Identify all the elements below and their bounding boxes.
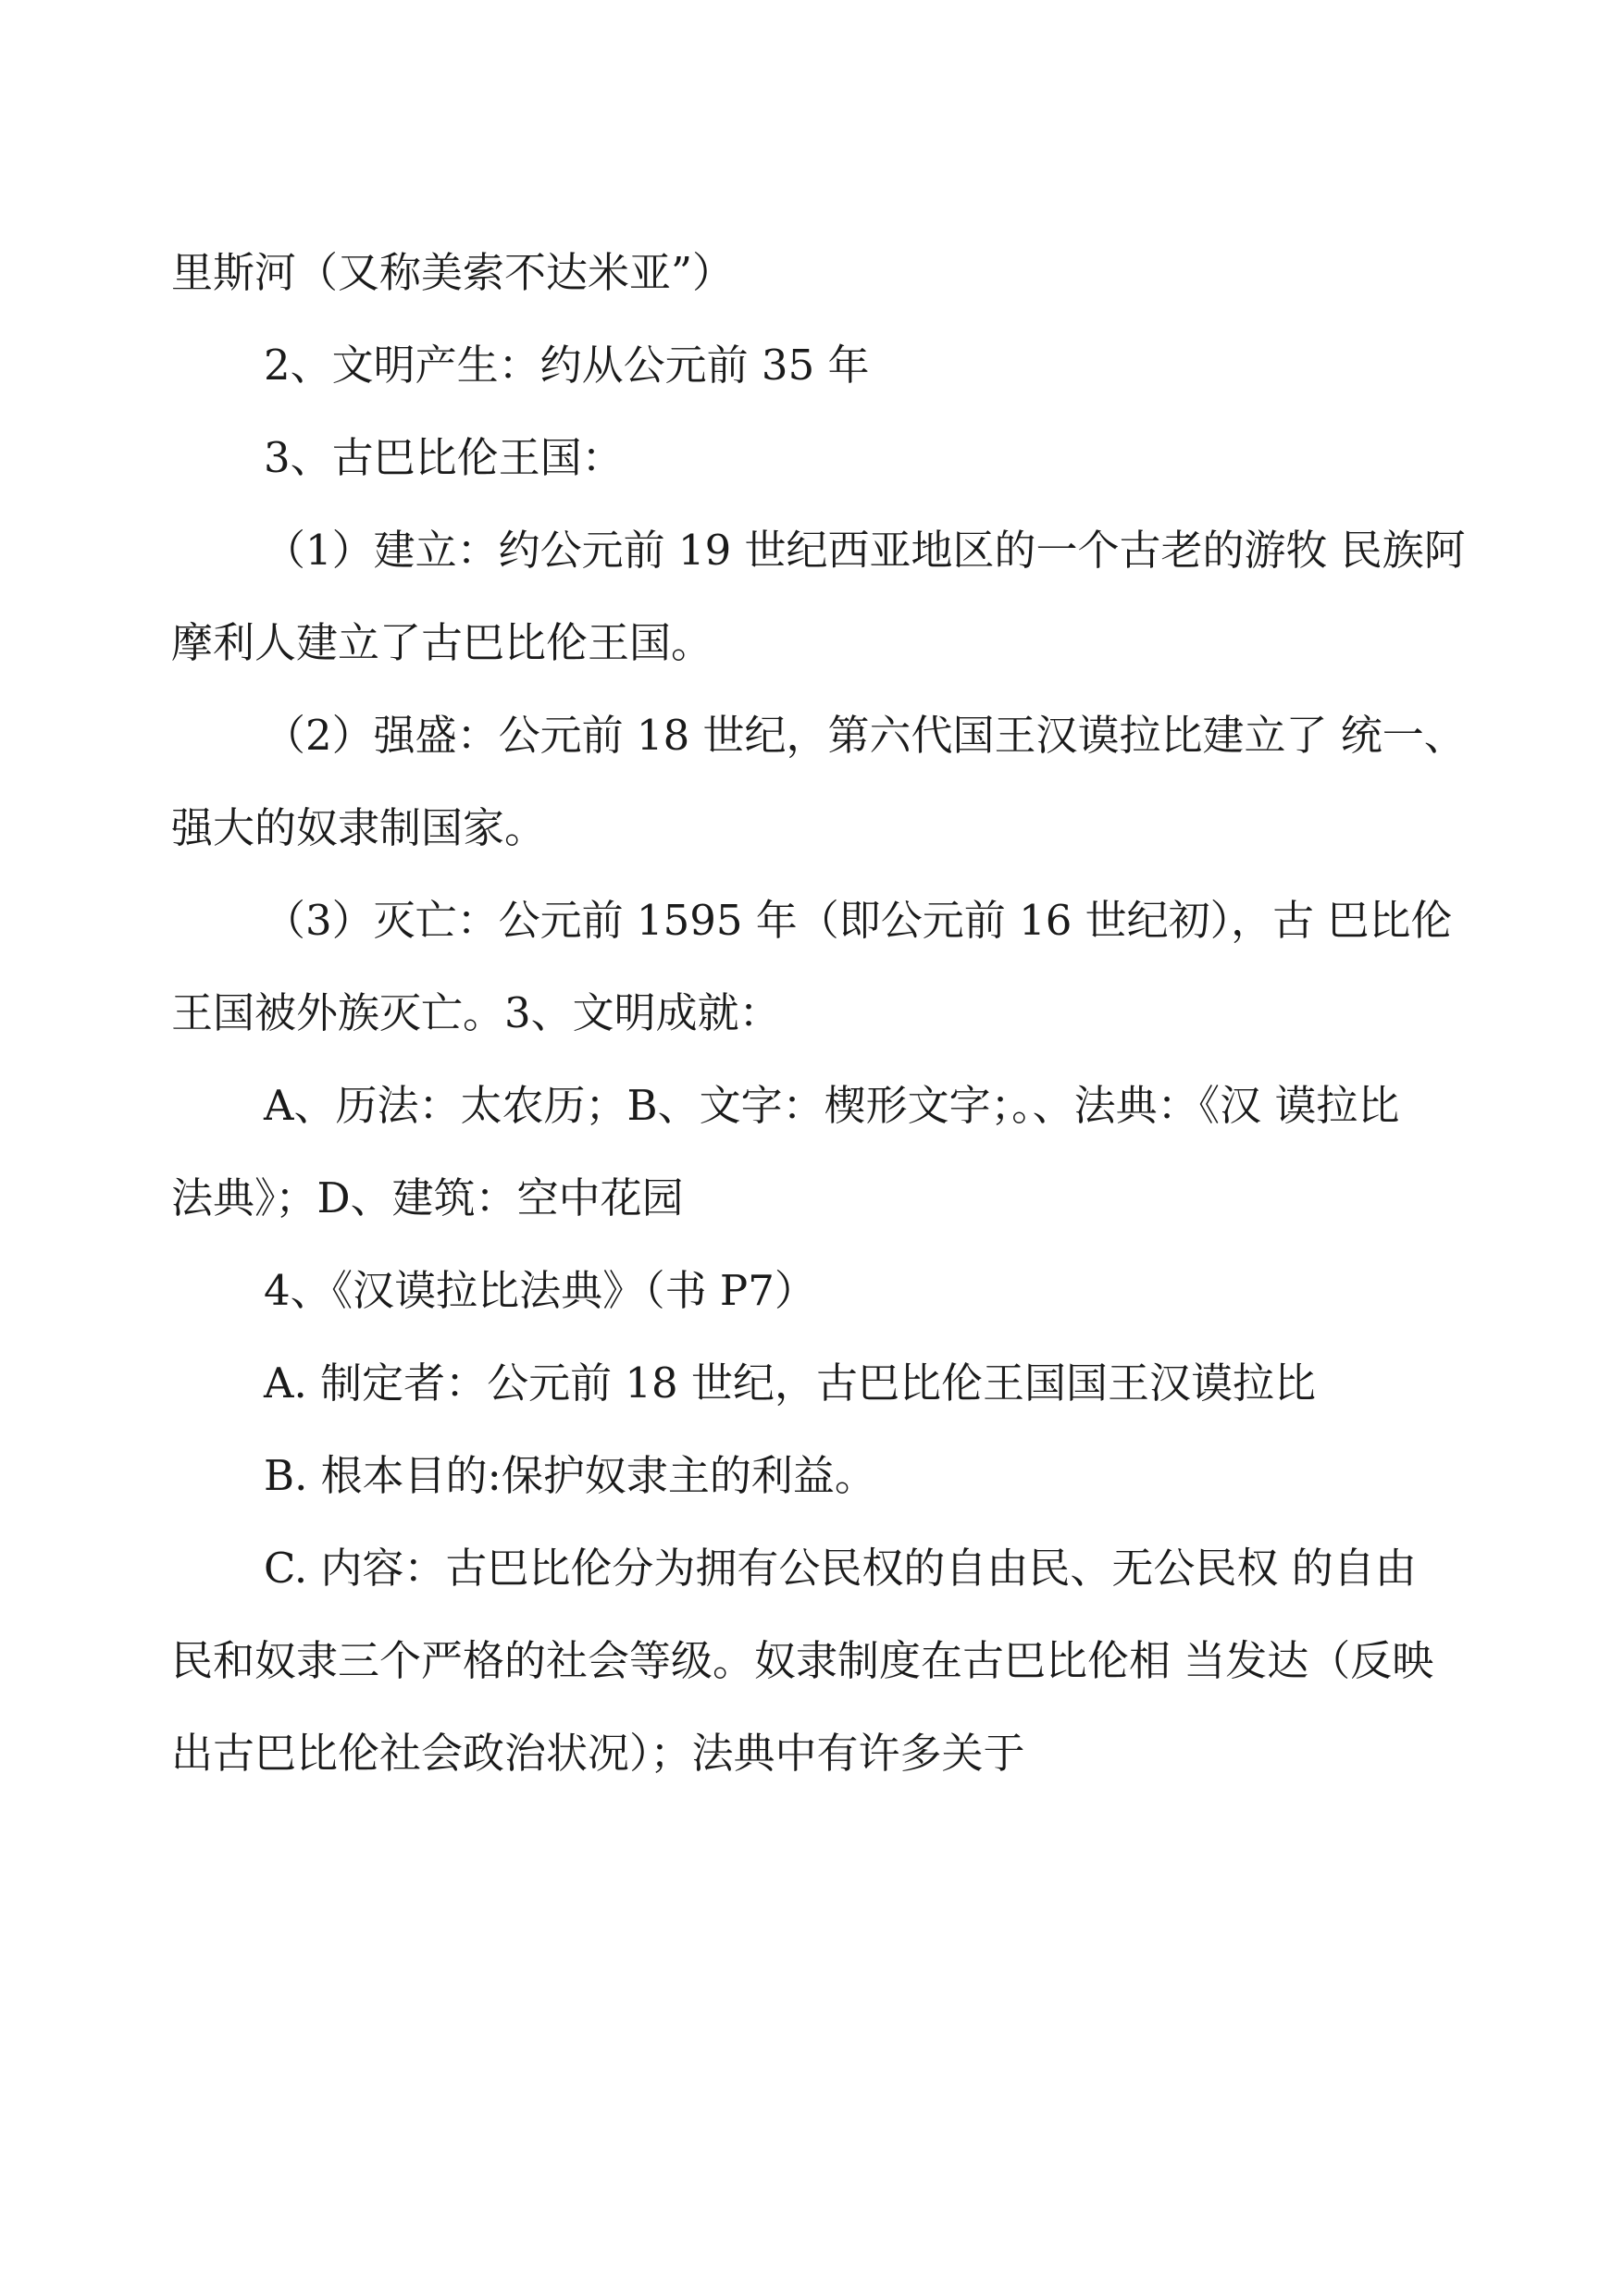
- text-line-16: 民和奴隶三个严格的社会等级。奴隶制度在古巴比伦相 当发达（反映: [171, 1636, 1434, 1685]
- text-line-14: B. 根本目的:保护奴隶主的利益。: [264, 1451, 876, 1500]
- text-line-6: （2）强盛：公元前 18 世纪，第六代国王汉谟拉比建立了 统一、: [264, 711, 1466, 760]
- text-line-4: （1）建立：约公元前 19 世纪西亚地区的一个古老的游牧 民族阿: [264, 526, 1466, 575]
- text-line-1: 里斯河（又称美索不达米亚”）: [171, 248, 735, 297]
- text-line-2: 2、文明产生：约从公元前 35 年: [264, 341, 870, 390]
- text-line-11: 法典》；D、建筑：空中花园: [171, 1173, 684, 1222]
- text-line-13: A. 制定者：公元前 18 世纪，古巴比伦王国国王汉谟拉比: [264, 1358, 1316, 1408]
- text-line-5: 摩利人建立了古巴比伦王国。: [171, 618, 713, 667]
- text-line-8: （3）灭亡：公元前 1595 年（即公元前 16 世纪初），古 巴比伦: [264, 896, 1453, 945]
- text-line-15: C. 内容：古巴比伦分为拥有公民权的自由民、无公民权 的自由: [264, 1544, 1417, 1593]
- body-text: [171, 227, 1467, 1800]
- text-line-3: 3、古巴比伦王国：: [264, 433, 624, 482]
- text-line-17: 出古巴比伦社会政治状况）；法典中有许多关于: [171, 1729, 1025, 1778]
- text-line-12: 4、《汉谟拉比法典》（书 P7）: [264, 1266, 816, 1315]
- text-line-9: 王国被外族灭亡。3、文明成就：: [171, 988, 781, 1037]
- text-line-7: 强大的奴隶制国家。: [171, 803, 547, 852]
- text-line-10: A、历法：太农历；B、文字：楔形文字；。、法典：《汉 谟拉比: [264, 1081, 1400, 1130]
